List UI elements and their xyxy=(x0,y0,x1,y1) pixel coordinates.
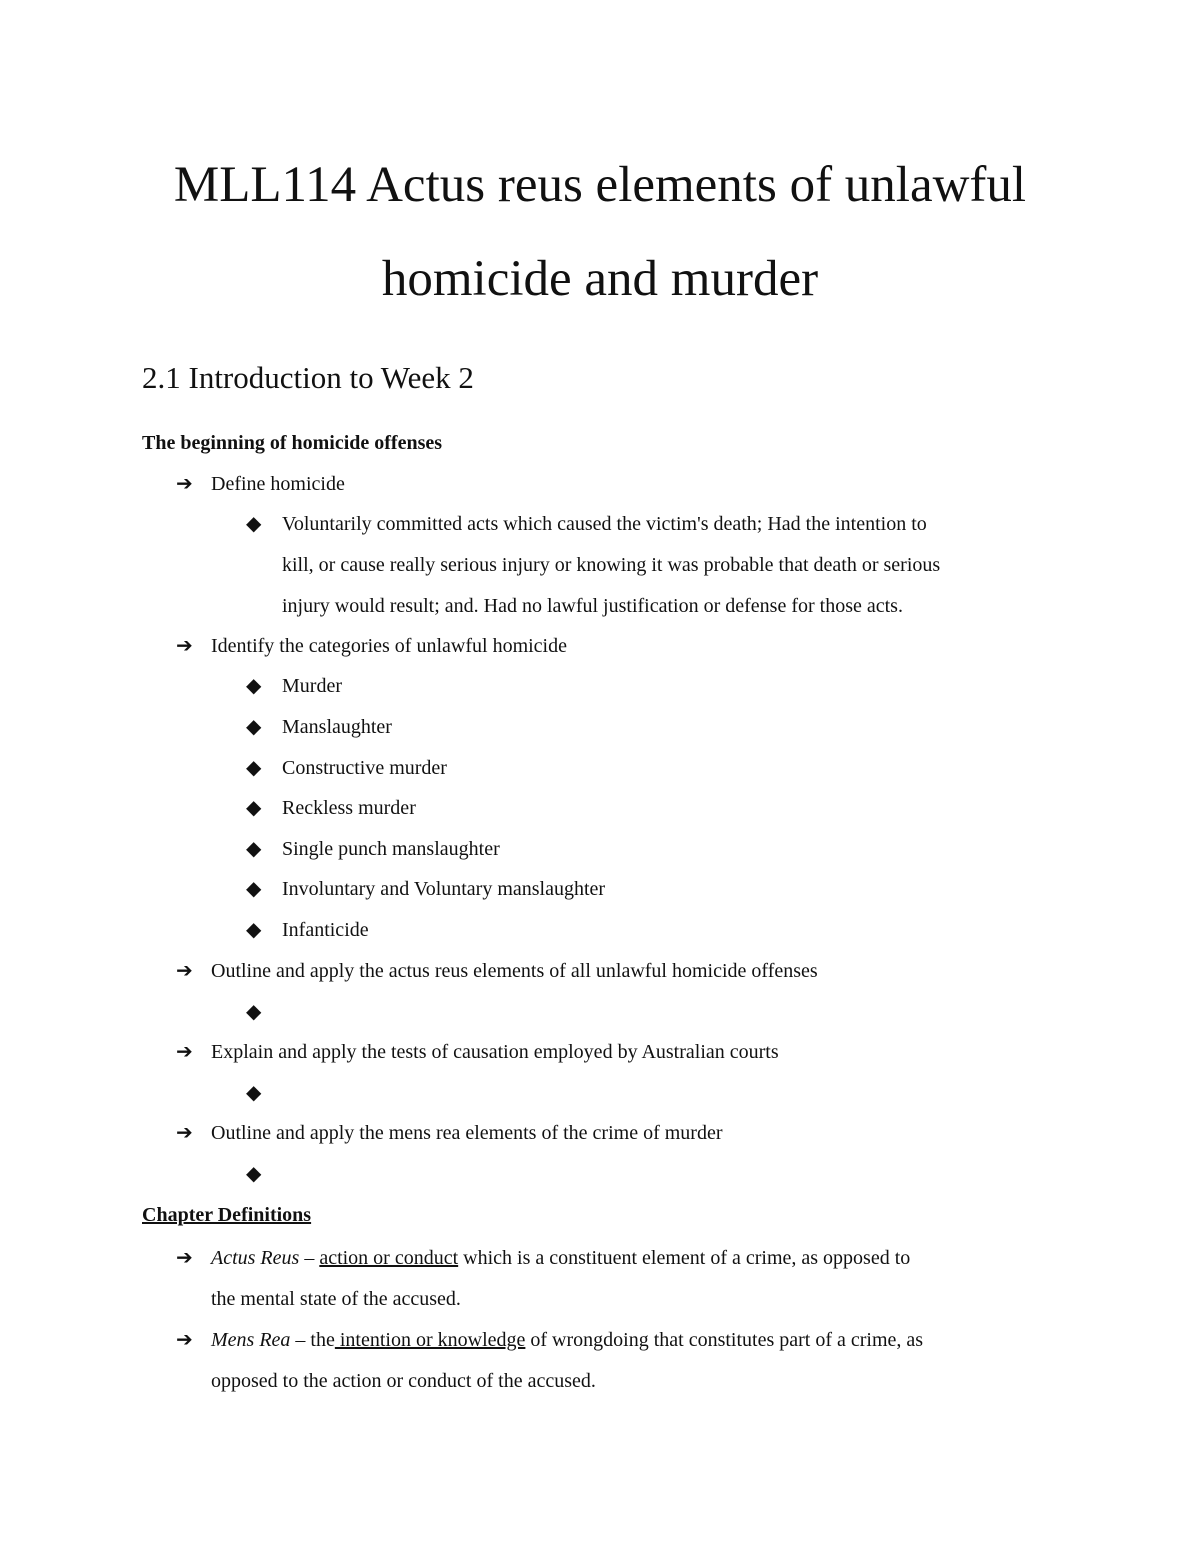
definition-key-phrase: intention or knowledge xyxy=(334,1329,526,1351)
definition-term: Actus Reus xyxy=(211,1247,300,1269)
category-item: Murder xyxy=(282,675,342,697)
definition-actus-reus-line-1 xyxy=(211,1243,910,1273)
define-text-line-2: kill, or cause really serious injury or knowing it was probable that death or serious xyxy=(282,554,941,576)
outline-item-causation: Explain and apply the tests of causation employed by Australian courts xyxy=(211,1041,779,1063)
outline-item-mens-rea: Outline and apply the mens rea elements of the crime of murder xyxy=(211,1122,723,1144)
diamond-bullet-icon: ◆ xyxy=(246,1082,262,1104)
definitions-heading: Chapter Definitions xyxy=(142,1204,312,1226)
definition-dash: – xyxy=(299,1247,320,1269)
definition-mens-rea-line-2: opposed to the action or conduct of the accused. xyxy=(211,1370,596,1392)
definition-actus-reus-line-2: the mental state of the accused. xyxy=(211,1288,461,1310)
arrow-bullet-icon: ➔ xyxy=(176,1329,193,1351)
definition-text: which is a constituent element of a crime, as opposed to xyxy=(458,1247,911,1269)
definition-key-phrase: action or conduct xyxy=(319,1247,459,1269)
diamond-bullet-icon: ◆ xyxy=(246,675,262,697)
category-item: Single punch manslaughter xyxy=(282,838,500,860)
diamond-bullet-icon: ◆ xyxy=(246,1163,262,1185)
diamond-bullet-icon: ◆ xyxy=(246,878,262,900)
outline-item-define: Define homicide xyxy=(211,473,345,495)
category-item: Reckless murder xyxy=(282,797,416,819)
category-item: Involuntary and Voluntary manslaughter xyxy=(282,878,606,900)
define-text-line-1: Voluntarily committed acts which caused the victim's death; Had the intention to xyxy=(282,513,927,535)
title-line-2: homicide and murder xyxy=(381,251,819,307)
diamond-bullet-icon: ◆ xyxy=(246,757,262,779)
define-text-line-3: injury would result; and. Had no lawful justification or defense for those acts. xyxy=(282,595,903,617)
arrow-bullet-icon: ➔ xyxy=(176,635,193,657)
section-heading: 2.1 Introduction to Week 2 xyxy=(142,360,474,395)
diamond-bullet-icon: ◆ xyxy=(246,716,262,738)
definition-dash: – the xyxy=(290,1329,335,1351)
category-item: Infanticide xyxy=(282,919,369,941)
outline-item-categories: Identify the categories of unlawful homicide xyxy=(211,635,567,657)
diamond-bullet-icon: ◆ xyxy=(246,1001,262,1023)
diamond-bullet-icon: ◆ xyxy=(246,919,262,941)
arrow-bullet-icon: ➔ xyxy=(176,1041,193,1063)
arrow-bullet-icon: ➔ xyxy=(176,473,193,495)
title-line-1: MLL114 Actus reus elements of unlawful xyxy=(173,157,1027,213)
definition-text: of wrongdoing that constitutes part of a crime, as xyxy=(525,1329,924,1351)
subheading: The beginning of homicide offenses xyxy=(142,432,443,454)
definition-term: Mens Rea xyxy=(211,1329,291,1351)
definition-mens-rea-line-1 xyxy=(211,1325,923,1355)
diamond-bullet-icon: ◆ xyxy=(246,838,262,860)
arrow-bullet-icon: ➔ xyxy=(176,960,193,982)
outline-item-actus-reus: Outline and apply the actus reus elements of all unlawful homicide offenses xyxy=(211,960,818,982)
category-item: Constructive murder xyxy=(282,757,447,779)
diamond-bullet-icon: ◆ xyxy=(246,513,262,535)
arrow-bullet-icon: ➔ xyxy=(176,1122,193,1144)
arrow-bullet-icon: ➔ xyxy=(176,1247,193,1269)
category-item: Manslaughter xyxy=(282,716,392,738)
diamond-bullet-icon: ◆ xyxy=(246,797,262,819)
document-title xyxy=(100,138,1100,326)
